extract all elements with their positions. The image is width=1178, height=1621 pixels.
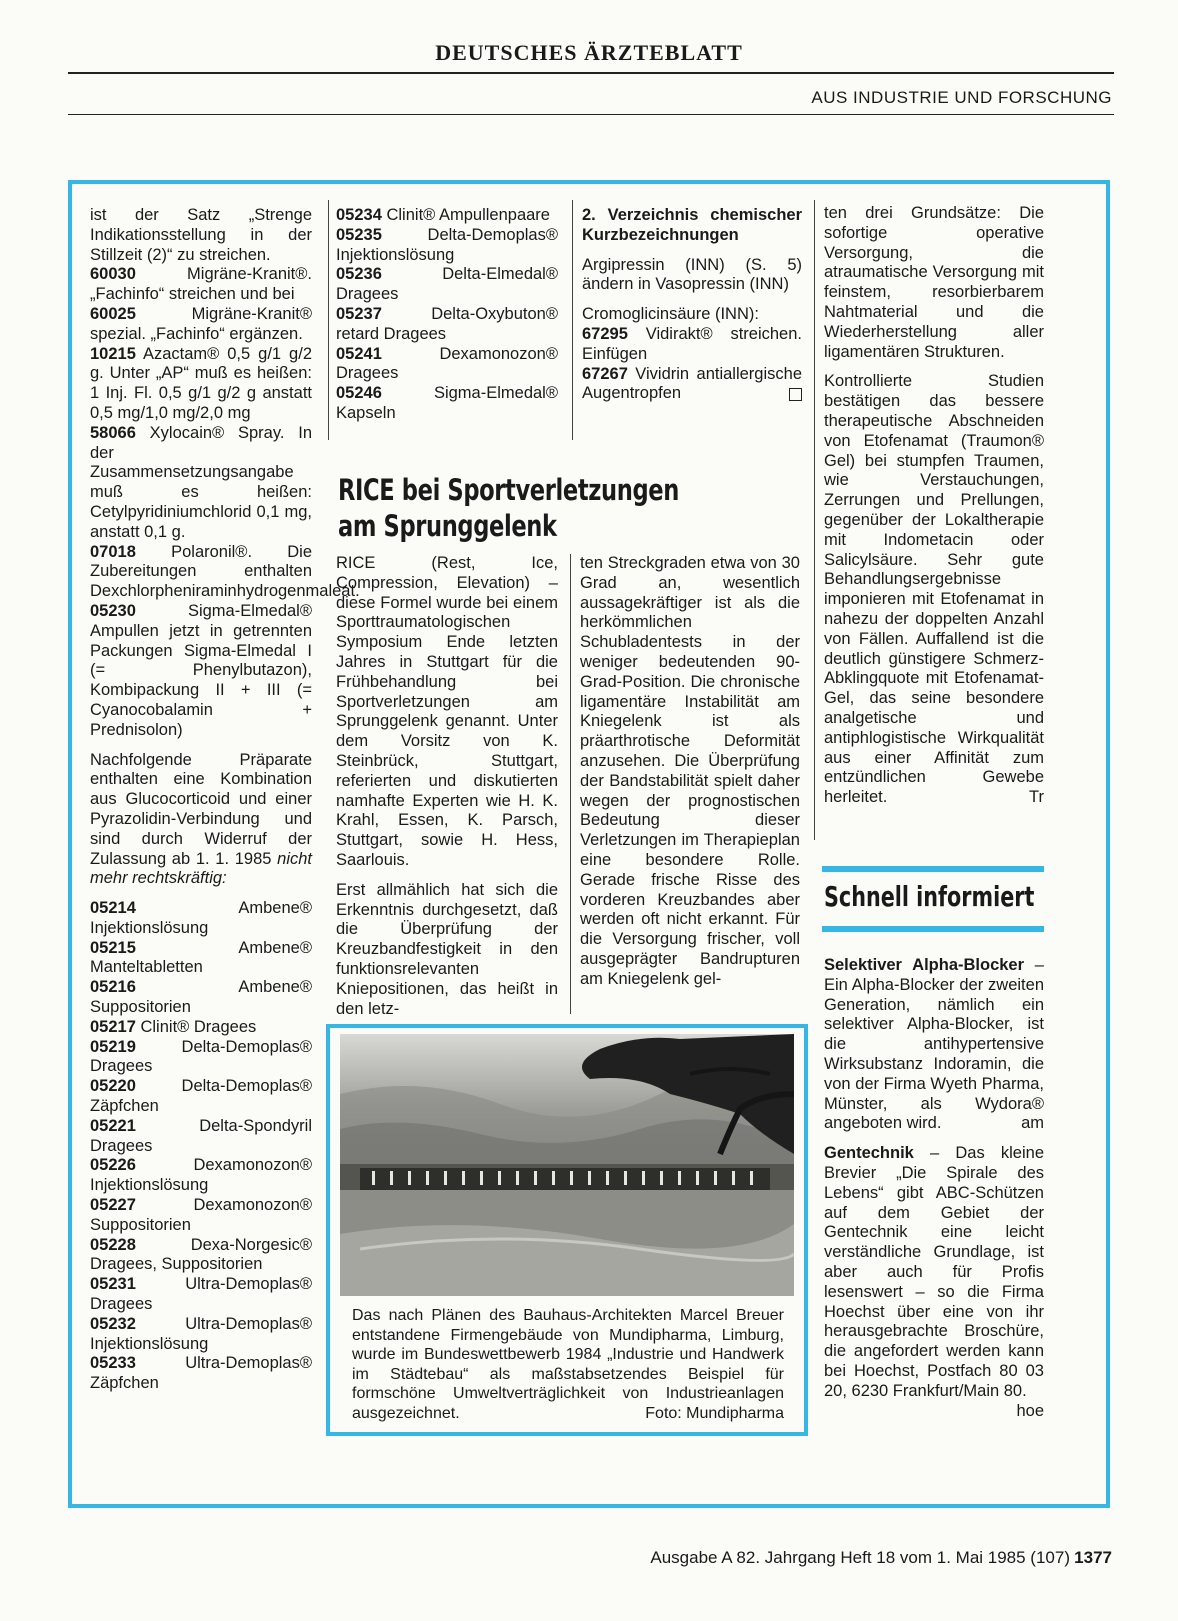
withdrawn-product — [90, 939, 312, 979]
product-text: Migräne-Kranit® spezial. „Fachinfo“ ergänzen. — [90, 304, 312, 343]
withdrawn-product — [336, 265, 558, 305]
correction-entry — [90, 206, 312, 265]
argipressin-note: Argipressin (INN) (S. 5) ändern in Vasopressin (INN) — [582, 255, 802, 294]
product-text: Azactam® 0,5 g/1 g/2 g. Unter „AP“ muß es heißen: 1 Inj. Fl. 0,5 g/1 g/2 g anstatt 0,5 mg/1,0 mg/2,0 mg — [90, 344, 312, 422]
product-text: Delta-Demoplas® Injektionslösung — [336, 225, 558, 264]
withdrawn-products-list — [90, 899, 312, 1394]
header-rule-top — [68, 72, 1114, 74]
correction-entry — [90, 265, 312, 305]
withdrawal-text: Nachfolgende Präparate enthalten eine Kombination aus Glucocorticoid und einer Pyrazolidin-Verbindung und sind durch Widerruf der Zulassung ab 1. 1. 1985 — [90, 750, 312, 868]
product-code: 05227 — [90, 1196, 136, 1215]
product-code: 05231 — [90, 1275, 136, 1294]
product-text: Sigma-Elmedal® Ampullen jetzt in getrennten Packungen Sigma-Elmedal I (= Phenylbutazon), Kombipackung II + III (= Cyanocobalamin + Prednisolon) — [90, 601, 312, 739]
product-code: 67267 — [582, 364, 628, 383]
product-code: 05217 — [90, 1017, 136, 1036]
product-code: 05230 — [90, 601, 136, 620]
building-photo — [340, 1034, 794, 1296]
article-column-right — [580, 554, 800, 1000]
news-brief-text: – Das kleine Brevier „Die Spirale des Lebens“ gibt ABC-Schützen auf dem Gebiet der Gentechnik eine leicht verständliche Grundlage, ist aber auch für Profis lesenswert – so die Firma Hoechst über eine von ihr herausgebrachte Broschüre, die angefordert werden kann bei Hoechst, Postfach 80 03 20, 6230 Frankfurt/Main 80. — [824, 1144, 1044, 1400]
sidebar-accent-bar — [822, 866, 1044, 872]
product-code: 05214 — [90, 899, 136, 918]
product-code: 05228 — [90, 1235, 136, 1254]
product-code: 07018 — [90, 542, 136, 561]
product-text: Delta-Oxybuton® retard Dragees — [336, 304, 558, 343]
correction-entry — [90, 602, 312, 741]
withdrawn-product — [90, 978, 312, 1018]
withdrawn-product — [90, 1196, 312, 1236]
product-text: Xylocain® Spray. In der Zusammensetzungsangabe muß es heißen: Cetylpyridiniumchlorid 0,1 mg, anstatt 0,1 g. — [90, 423, 312, 541]
product-code: 05234 — [336, 206, 382, 224]
product-text: Sigma-Elmedal® Kapseln — [336, 384, 558, 422]
article-column-continued — [824, 204, 1044, 818]
article-headline: RICE bei Sportverletzungen am Sprunggelenk — [338, 473, 679, 543]
news-briefs-column — [824, 956, 1044, 1421]
withdrawn-product — [336, 384, 558, 424]
product-text: Polaronil®. Die Zubereitungen enthalten Dexchlorpheniraminhydrogenmaleat. — [90, 542, 360, 601]
product-text: Dexamonozon® Injektionslösung — [90, 1156, 312, 1195]
correction-entry — [90, 305, 312, 345]
product-code: 05232 — [90, 1314, 136, 1333]
building-photo-illustration — [340, 1034, 794, 1296]
chemical-names-heading: 2. Verzeichnis chemischer Kurzbezeichnungen — [582, 206, 802, 244]
article-paragraph: ten drei Grundsätze: Die sofortige operative Versorgung, die atraumatische Versorgung mit feinstem, resorbierbarem Nahtmaterial und die Wiederherstellung aller ligamentären Strukturen. — [824, 204, 1044, 361]
correction-entry — [90, 542, 360, 602]
product-code: 05236 — [336, 265, 382, 284]
product-code: 05237 — [336, 304, 382, 323]
sidebar-accent-bar — [822, 926, 1044, 932]
product-text: Dexamonozon® Dragees — [336, 344, 558, 383]
product-code: 60025 — [90, 304, 136, 323]
product-code: 05233 — [90, 1354, 136, 1373]
withdrawn-product — [336, 345, 558, 385]
product-text: Dexa-Norgesic® Dragees, Suppositorien — [90, 1235, 312, 1274]
news-brief — [824, 956, 1044, 1134]
photo-box — [326, 1024, 808, 1436]
withdrawn-product — [90, 1275, 312, 1315]
product-code: 58066 — [90, 423, 136, 442]
product-text: Delta-Elmedal® Dragees — [336, 265, 558, 304]
correction-entry — [90, 345, 312, 424]
column-divider — [814, 200, 815, 840]
news-brief — [824, 1144, 1044, 1420]
article-intro: RICE (Rest, Ice, Compression, Elevation) – diese Formel wurde bei einem Sporttraumatologischen Symposium Ende letzten Jahres in Stuttgart für die Frühbehandlung bei Sportverletzungen am Sprunggelenk genannt. Unter dem Vorsitz von K. Steinbrück, Stuttgart, referierten und diskutierten namhafte Experten wie H. K. Krahl, Essen, K. Parsch, Stuttgart, sowie H. Hess, Saarlouis. — [336, 554, 558, 869]
product-code: 05241 — [336, 344, 382, 363]
product-code: 60030 — [90, 265, 136, 284]
product-text: Delta-Spondyril Dragees — [90, 1116, 312, 1155]
product-text: Migräne-Kranit®. „Fachinfo“ streichen und bei — [90, 265, 312, 304]
product-text: Vidirakt® streichen. Einfügen — [582, 324, 802, 363]
column-divider — [328, 200, 329, 440]
product-text: Dexamonozon® Suppositorien — [90, 1196, 312, 1234]
header-rule-bottom — [68, 114, 1114, 115]
withdrawn-product — [90, 899, 312, 939]
product-code: 05216 — [90, 978, 136, 997]
withdrawn-product — [336, 206, 558, 226]
withdrawn-product — [90, 1354, 312, 1394]
caption-text: Das nach Plänen des Bauhaus-Architekten Marcel Breuer entstandene Firmengebäude von Mundipharma, Limburg, wurde im Bundeswettbewerb 1984 „Industrie und Handwerk im Städtebau“ als maßstabsetzendes Beispiel für formschöne Umweltverträglichkeit von Industrieanlagen ausgezeichnet. — [352, 1307, 784, 1422]
article-paragraph: ten Streckgraden etwa von 30 Grad an, wesentlich aussagekräftiger ist als die herkömmlichen Schubladentests in der weniger bedeutenden 90-Grad-Position. Die chronische ligamentäre Instabilität am Kniegelenk ist als präarthrotische Deformität anzusehen. Die Überprüfung der Bandstabilität spielt daher wegen der prognostischen Bedeutung dieser Verletzungen im Therapieplan eine besondere Rolle. Gerade frische Risse des vorderen Kreuzbandes aber werden oft nicht erkannt. Für die Versorgung frischer, voll ausgeprägter Bandrupturen am Kniegelenk gel- — [580, 554, 800, 988]
correction-entry — [90, 424, 312, 543]
withdrawn-product — [90, 1156, 312, 1196]
section-title: AUS INDUSTRIE UND FORSCHUNG — [811, 88, 1112, 107]
withdrawn-product — [90, 1018, 312, 1038]
product-code: 05220 — [90, 1077, 136, 1096]
product-text: Clinit® Dragees — [135, 1017, 257, 1036]
product-code: 05246 — [336, 384, 382, 403]
product-code: 10215 — [90, 344, 136, 363]
article-paragraph: Erst allmählich hat sich die Erkenntnis durchgesetzt, daß die Überprüfung der Kreuzbandfestigkeit in den funktionsrelevanten Kniepositionen, das heißt in den letz- — [336, 880, 558, 1018]
withdrawn-product — [336, 305, 558, 345]
page-number: 1377 — [1074, 1548, 1112, 1567]
withdrawn-product — [90, 1315, 312, 1355]
product-text: Clinit® Ampullenpaare — [381, 206, 550, 224]
end-of-section-icon — [789, 388, 802, 401]
sidebar-heading: Schnell informiert — [824, 880, 1035, 913]
author-initials: am — [1021, 1114, 1044, 1133]
author-initials: hoe — [1016, 1401, 1044, 1420]
journal-title: DEUTSCHES ÄRZTEBLATT — [435, 40, 743, 65]
product-text: Ultra-Demoplas® Dragees — [90, 1275, 312, 1314]
column-chemical-names — [582, 206, 802, 404]
chemical-name-entry — [582, 365, 802, 405]
article-column-left — [336, 554, 558, 1029]
column-products-continued — [336, 206, 558, 424]
product-code: 05235 — [336, 225, 382, 244]
product-text: Delta-Demoplas® Zäpfchen — [90, 1077, 312, 1116]
cromoglicin-items — [582, 325, 802, 404]
product-text: Ultra-Demoplas® Injektionslösung — [90, 1314, 312, 1353]
withdrawal-emphasis: nicht mehr rechtskräftig: — [90, 849, 312, 888]
product-code: 05221 — [90, 1116, 136, 1135]
photo-caption — [352, 1306, 784, 1424]
withdrawn-product — [90, 1117, 312, 1157]
chemical-name-entry — [582, 325, 802, 365]
product-code: 67295 — [582, 324, 628, 343]
column-divider — [570, 554, 571, 1014]
product-text: Ambene® Injektionslösung — [90, 899, 312, 937]
product-text: Ultra-Demoplas® Zäpfchen — [90, 1354, 312, 1393]
withdrawal-notice — [90, 751, 312, 890]
product-code: 05215 — [90, 938, 136, 957]
product-text: Vividrin antiallergische Augentropfen — [582, 364, 802, 403]
news-brief-title: Gentechnik — [824, 1144, 914, 1163]
withdrawn-product — [90, 1038, 312, 1078]
cromoglicin-intro: Cromoglicinsäure (INN): — [582, 305, 759, 324]
product-text: ist der Satz „Strenge Indikationsstellung in der Stillzeit (2)“ zu streichen. — [90, 206, 312, 264]
column-divider — [572, 200, 573, 440]
etofenamat-text: Kontrollierte Studien bestätigen das bessere therapeutische Abschneiden von Etofenamat (Traumon® Gel) bei stumpfen Traumen, wie Verstauchungen, Zerrungen und Prellungen, gegenüber der Lokaltherapie mit Indometacin oder Salicylsäure. Sehr gute Behandlungsergebnisse imponieren mit Etofenamat in nahezu der doppelten Anzahl von Fällen. Auffallend ist die deutlich günstigere Schmerz-Abklingquote mit Etofenamat-Gel, das seine besondere analgetische und antiphlogistische Wirkqualität aus einer Affinität zum entzündlichen Gewebe herleitet. — [824, 372, 1044, 807]
product-text: Delta-Demoplas® Dragees — [90, 1037, 312, 1076]
product-text: Ambene® Suppositorien — [90, 978, 312, 1017]
issue-info: Ausgabe A 82. Jahrgang Heft 18 vom 1. Mai 1985 (107) — [650, 1548, 1070, 1567]
news-brief-title: Selektiver Alpha-Blocker — [824, 956, 1025, 974]
withdrawn-product — [90, 1077, 312, 1117]
withdrawn-product — [90, 1236, 312, 1276]
product-text: Ambene® Manteltabletten — [90, 938, 312, 977]
product-code: 05226 — [90, 1156, 136, 1175]
news-brief-text: – Ein Alpha-Blocker der zweiten Generation, nämlich ein selektiver Alpha-Blocker, ist die antihypertensive Wirksubstanz Indoramin, die von der Firma Wyeth Pharma, Münster, als Wydora® angeboten wird. — [824, 956, 1044, 1133]
product-code: 05219 — [90, 1037, 136, 1056]
article-paragraph — [824, 372, 1044, 808]
author-initials: Tr — [1029, 788, 1044, 807]
withdrawn-product — [336, 226, 558, 266]
photo-credit: Foto: Mundipharma — [645, 1404, 784, 1422]
